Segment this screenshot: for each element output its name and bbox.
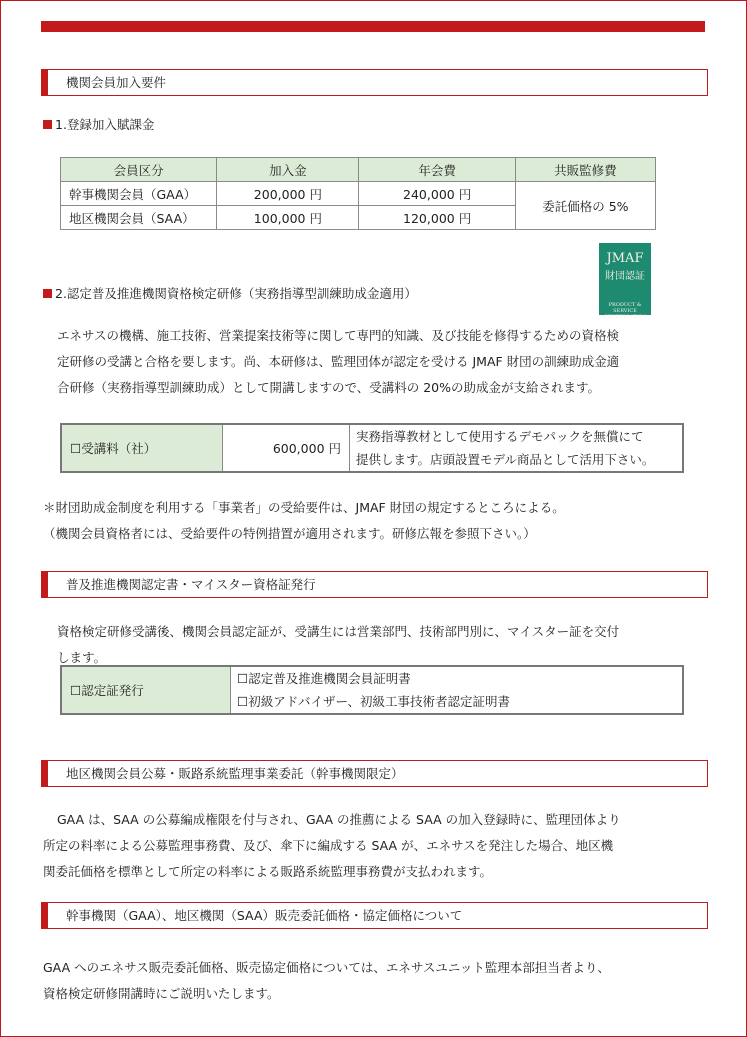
training-paragraph <box>57 323 619 401</box>
tuition-note <box>350 425 654 471</box>
pricing-paragraph <box>43 955 610 1007</box>
table-cell: 120,000 円 <box>359 206 515 230</box>
paragraph-line: GAA へのエネサス販売委託価格、販売協定価格については、エネサスユニット監理本部担当者より、 <box>43 960 610 975</box>
certificate-item: ☐認定普及推進機関会員証明書 <box>237 671 411 686</box>
paragraph-line: 資格検定研修開講時にご説明いたします。 <box>43 986 280 1001</box>
logo-text: PRODUCT & SERVICE CERTIFICATION <box>603 302 647 320</box>
table-row <box>61 182 656 206</box>
certificate-paragraph <box>57 619 619 671</box>
section-heading-certificate: 普及推進機関認定書・マイスター資格証発行 <box>41 571 708 598</box>
table-cell-merged: 委託価格の 5% <box>515 182 655 230</box>
table-cell: 240,000 円 <box>359 182 515 206</box>
certificate-box <box>60 665 684 715</box>
paragraph-line: GAA は、SAA の公募編成権限を付与され、GAA の推薦による SAA の加入登録時に、監理団体より <box>57 812 621 827</box>
table-cell: 幹事機関会員（GAA） <box>61 182 217 206</box>
subsidy-notes <box>43 495 565 547</box>
certificate-label: ☐認定証発行 <box>62 667 231 713</box>
section-heading-pricing: 幹事機関（GAA）、地区機関（SAA）販売委託価格・協定価格について <box>41 902 708 929</box>
logo-text: 財団認証 <box>605 271 645 282</box>
note-line: 提供します。店頭設置モデル商品として活用下さい。 <box>356 452 655 467</box>
subheading-text: 1.登録加入賦課金 <box>55 117 155 132</box>
subheading-registration-fee <box>43 115 154 133</box>
paragraph-line: 合研修（実務指導型訓練助成）として開講しますので、受講料の 20%の助成金が支給されます。 <box>57 380 601 395</box>
regional-paragraph <box>43 807 621 885</box>
table-header-row <box>61 158 656 182</box>
subheading-text: 2.認定普及推進機関資格検定研修（実務指導型訓練助成金適用） <box>55 286 417 301</box>
tuition-label: ☐受講料（社） <box>62 425 223 471</box>
tuition-amount: 600,000 円 <box>223 425 350 471</box>
paragraph-line: 資格検定研修受講後、機関会員認定証が、受講生には営業部門、技術部門別に、マイスター証を交付 <box>57 624 620 639</box>
table-cell: 100,000 円 <box>217 206 359 230</box>
subheading-certification-training <box>43 284 417 302</box>
note-line: （機関会員資格者には、受給要件の特例措置が適用されます。研修広報を参照下さい。） <box>43 526 536 541</box>
paragraph-line: 所定の料率による公募監理事務費、及び、傘下に編成する SAA が、エネサスを発注した場合、地区機 <box>43 838 614 853</box>
section-heading-regional-recruitment: 地区機関会員公募・販路系統監理事業委託（幹事機関限定） <box>41 760 708 787</box>
column-header: 加入金 <box>217 158 359 182</box>
note-line: 実務指導教材として使用するデモパックを無償にて <box>356 429 644 444</box>
jmaf-certification-logo <box>599 243 651 320</box>
certificate-items <box>231 667 510 713</box>
column-header: 共販監修費 <box>515 158 655 182</box>
column-header: 会員区分 <box>61 158 217 182</box>
paragraph-line: します。 <box>57 650 107 665</box>
logo-text: JMAF <box>606 251 644 266</box>
paragraph-line: 関委託価格を標準として所定の料率による販路系統監理事務費が支払われます。 <box>43 864 493 879</box>
paragraph-line: 定研修の受講と合格を要します。尚、本研修は、監理団体が認定を受ける JMAF 財団の訓練助成金適 <box>57 354 620 369</box>
tuition-box <box>60 423 684 473</box>
top-accent-bar <box>41 21 705 32</box>
table-cell: 200,000 円 <box>217 182 359 206</box>
bullet-square-icon <box>43 289 52 298</box>
note-line: ＊財団助成金制度を利用する「事業者」の受給要件は、JMAF 財団の規定するところによる。 <box>43 500 565 515</box>
certificate-item: ☐初級アドバイザー、初級工事技術者認定証明書 <box>237 694 510 709</box>
fee-table <box>60 157 656 230</box>
column-header: 年会費 <box>359 158 515 182</box>
bullet-square-icon <box>43 120 52 129</box>
table-cell: 地区機関会員（SAA） <box>61 206 217 230</box>
paragraph-line: エネサスの機構、施工技術、営業提案技術等に関して専門的知識、及び技能を修得するための資格検 <box>57 328 620 343</box>
section-heading-membership: 機関会員加入要件 <box>41 69 708 96</box>
